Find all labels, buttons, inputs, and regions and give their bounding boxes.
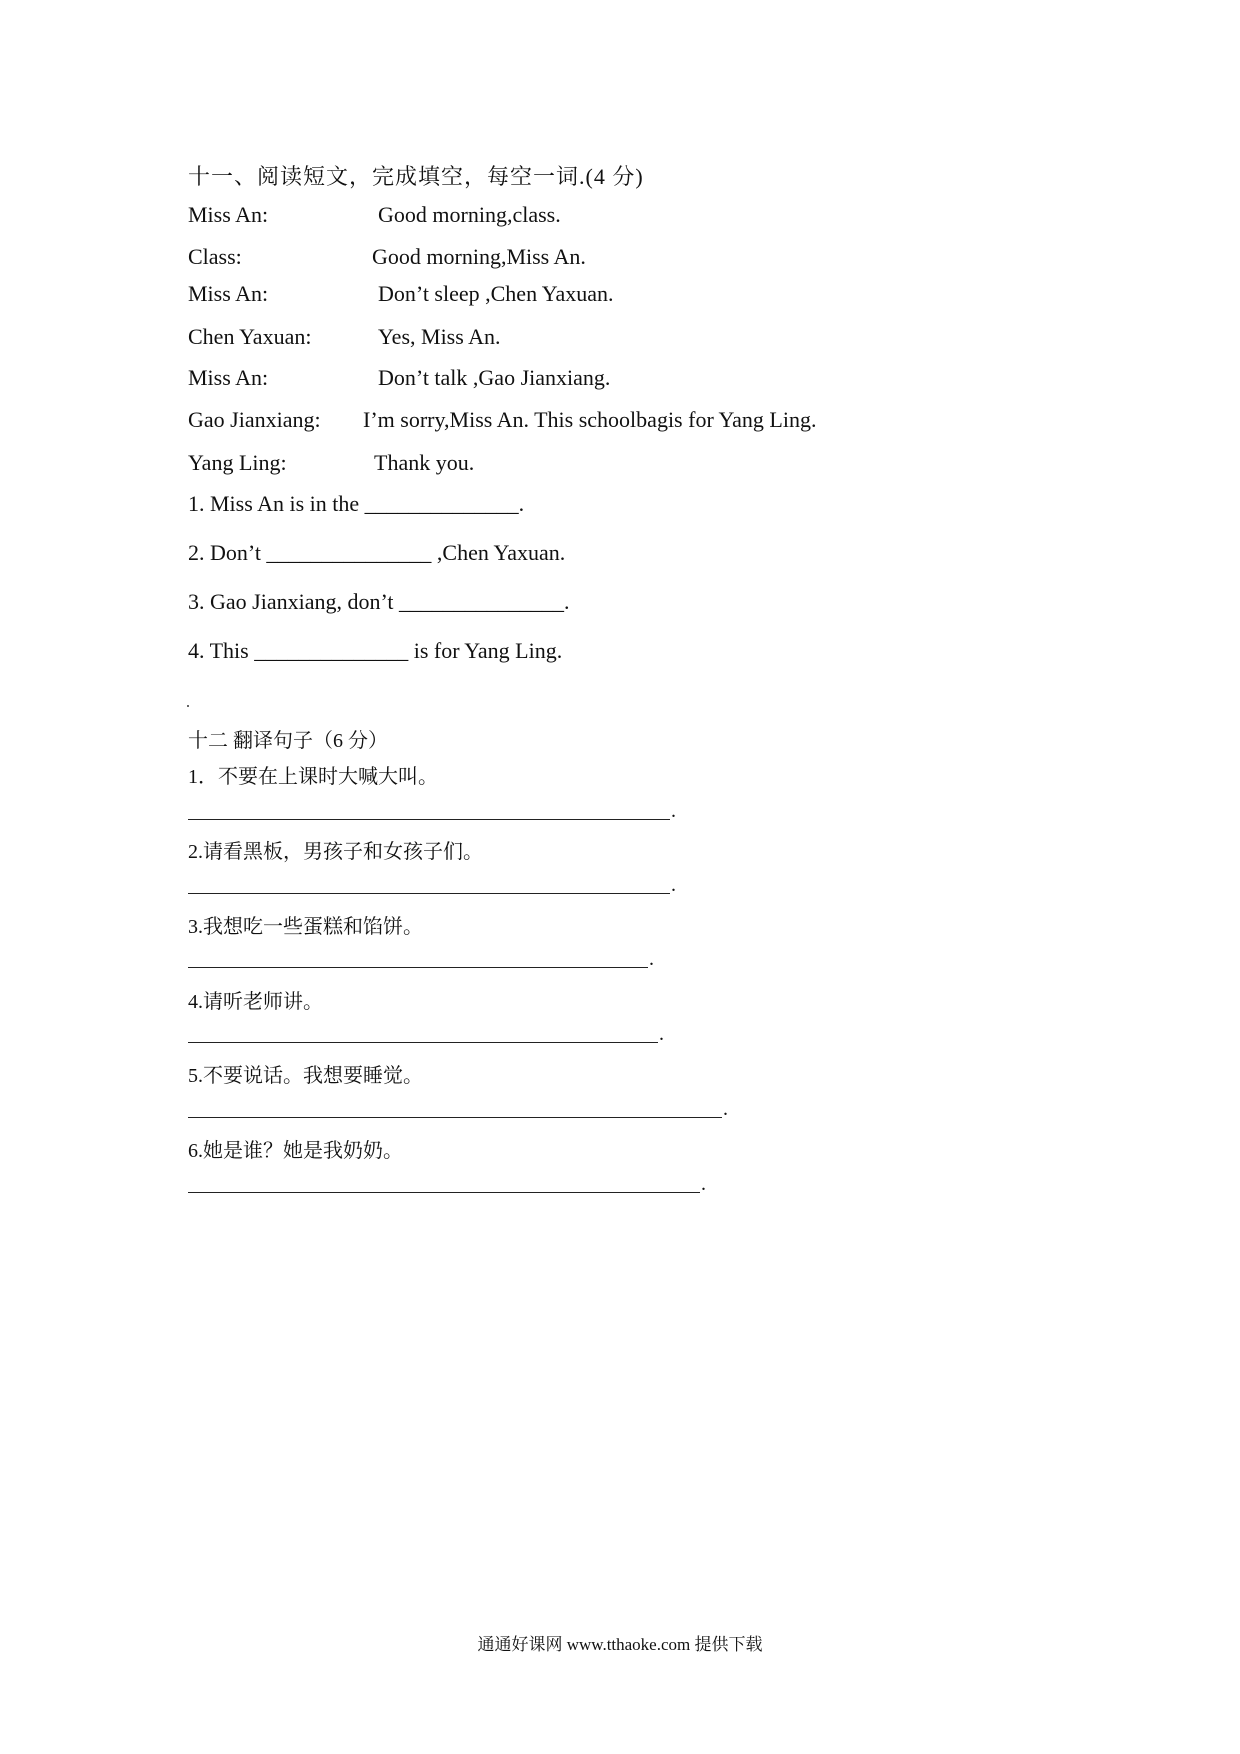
dialogue-speaker: Yang Ling: <box>188 450 287 475</box>
dialogue-text: Good morning,Miss An. <box>372 244 586 269</box>
translation-prompt: 4.请听老师讲。 <box>188 991 323 1013</box>
answer-line <box>188 1040 658 1043</box>
dialogue-text: Good morning,class. <box>378 202 561 227</box>
translation-prompt: 2.请看黑板，男孩子和女孩子们。 <box>188 841 483 863</box>
answer-period: . <box>671 874 676 896</box>
question-item: 2. Don’t _______________ ,Chen Yaxuan. <box>188 540 566 565</box>
section-11-heading: 十一、阅读短文，完成填空，每空一词.(4 分) <box>188 164 644 189</box>
dialogue-speaker: Miss An: <box>188 281 269 306</box>
stray-mark <box>187 705 189 707</box>
dialogue-text: Don’t sleep ,Chen Yaxuan. <box>378 281 614 306</box>
answer-period: . <box>659 1023 664 1045</box>
dialogue-speaker: Chen Yaxuan: <box>188 324 312 349</box>
answer-period: . <box>701 1173 706 1195</box>
translation-prompt: 3.我想吃一些蛋糕和馅饼。 <box>188 916 423 938</box>
section-12-heading: 十二 翻译句子（6 分） <box>188 730 388 752</box>
question-item: 3. Gao Jianxiang, don’t _______________. <box>188 589 570 614</box>
dialogue-speaker: Gao Jianxiang: <box>188 407 321 432</box>
dialogue-speaker: Class: <box>188 244 242 269</box>
answer-period: . <box>649 948 654 970</box>
footer-credit: 通通好课网 www.tthaoke.com 提供下载 <box>477 1635 763 1654</box>
dialogue-speaker: Miss An: <box>188 365 269 390</box>
answer-line <box>188 1190 700 1193</box>
question-item: 1. Miss An is in the ______________. <box>188 491 525 516</box>
answer-line <box>188 817 670 820</box>
answer-line <box>188 965 648 968</box>
question-item: 4. This ______________ is for Yang Ling. <box>188 638 563 663</box>
translation-prompt: 1．不要在上课时大喊大叫。 <box>188 766 438 788</box>
answer-period: . <box>723 1098 728 1120</box>
answer-line <box>188 1115 722 1118</box>
answer-period: . <box>671 800 676 822</box>
dialogue-text: I’m sorry,Miss An. This schoolbagis for Yang Ling. <box>363 407 817 432</box>
dialogue-speaker: Miss An: <box>188 202 269 227</box>
translation-prompt: 5.不要说话。我想要睡觉。 <box>188 1065 423 1087</box>
dialogue-text: Thank you. <box>374 450 475 475</box>
answer-line <box>188 891 670 894</box>
translation-prompt: 6.她是谁？她是我奶奶。 <box>188 1140 403 1162</box>
dialogue-text: Yes, Miss An. <box>378 324 501 349</box>
dialogue-text: Don’t talk ,Gao Jianxiang. <box>378 365 611 390</box>
